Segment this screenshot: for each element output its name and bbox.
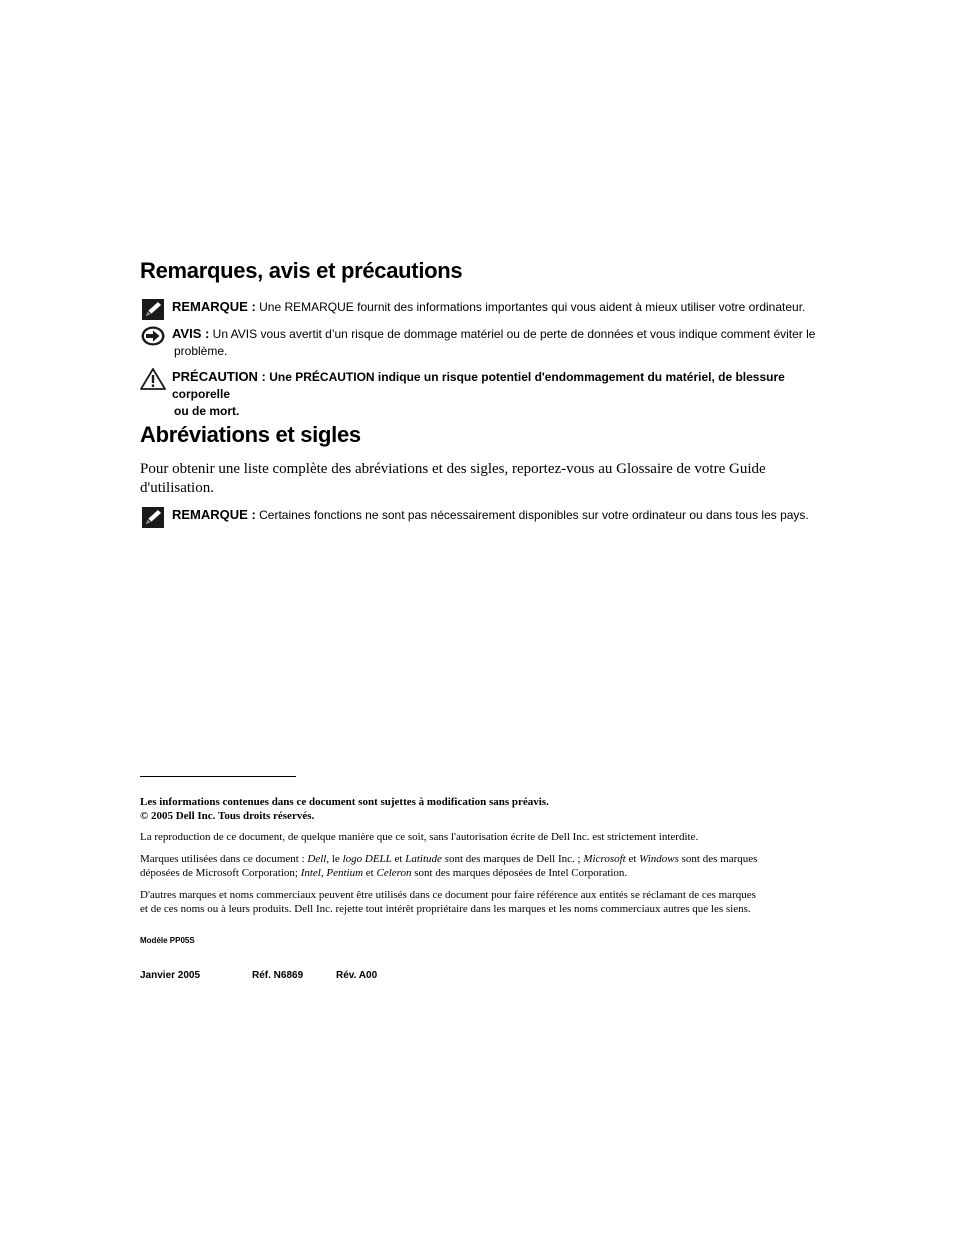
legal-others-line1: D'autres marques et noms commerciaux peuvent être utilisés dans ce document pour faire référence aux entités se réclamant de ces marques [140, 889, 756, 901]
avis-text-line1: Un AVIS vous avertit d’un risque de dommage matériel ou de perte de données et vous indique comment éviter le [212, 327, 816, 341]
avis-label: AVIS : [172, 326, 210, 341]
pencil-note-icon [140, 298, 166, 322]
legal-reproduction: La reproduction de ce document, de quelque manière que ce soit, sans l'autorisation écrite de Dell Inc. est strictement interdite. [140, 831, 699, 843]
tm-dell: Dell [307, 853, 327, 865]
remarque-text: Une REMARQUE fournit des informations importantes qui vous aident à mieux utiliser votre ordinateur. [259, 300, 806, 314]
tm-text: , [320, 867, 327, 879]
remarque-abbrev-text: Certaines fonctions ne sont pas nécessairement disponibles sur votre ordinateur ou dans tous les pays. [259, 508, 809, 522]
tm-windows: Windows [639, 853, 679, 865]
abbrev-heading: Abréviations et sigles [140, 422, 361, 447]
precaution-label: PRÉCAUTION : [172, 369, 266, 384]
remarque-label: REMARQUE : [172, 299, 256, 314]
legal-notice-line1: Les informations contenues dans ce document sont sujettes à modification sans préavis. [140, 796, 549, 808]
precaution-text-line2: ou de mort. [174, 404, 240, 418]
abbrev-paragraph-line1: Pour obtenir une liste complète des abréviations et des sigles, reportez-vous au Glossaire de votre Guide [140, 461, 766, 477]
tm-text: ont des marques de Dell Inc. ; [448, 853, 584, 865]
tm-text: déposées de Microsoft Corporation; [140, 867, 301, 879]
footer-rev: Rév. A00 [336, 970, 378, 981]
tm-text: et [625, 853, 640, 865]
pencil-note-icon [140, 506, 166, 530]
tm-logo: logo DELL [342, 853, 392, 865]
note-precaution [140, 368, 840, 420]
tm-celeron: Celeron [376, 867, 412, 879]
remarque-abbrev-label: REMARQUE : [172, 507, 256, 522]
tm-latitude: Latitude s [405, 853, 449, 865]
tm-microsoft: Microsoft [583, 853, 626, 865]
tm-intel: Intel [300, 867, 321, 879]
note-remarque-abbrev [140, 506, 840, 524]
legal-trademarks [140, 852, 840, 880]
model-number: Modèle PP05S [140, 936, 195, 945]
legal-others-line2: et de ces noms ou à leurs produits. Dell Inc. rejette tout intérêt propriétaire dans les marques et les noms commerciaux autres que les siens. [140, 903, 751, 915]
footer-date: Janvier 2005 [140, 970, 201, 981]
precaution-text-line1: Une PRÉCAUTION indique un risque potentiel d'endommagement du matériel, de blessure corporelle [172, 370, 785, 401]
arrow-notice-icon [140, 325, 166, 349]
footer-ref: Réf. N6869 [252, 970, 304, 981]
notes-heading: Remarques, avis et précautions [140, 258, 463, 283]
tm-text: Marques utilisées dans ce document : [140, 853, 308, 865]
note-remarque [140, 298, 840, 316]
tm-text: et [391, 853, 406, 865]
footnote-divider [140, 776, 296, 777]
avis-text-line2: problème. [174, 344, 228, 358]
tm-pentium: Pentium [326, 867, 364, 879]
tm-text: et [363, 867, 377, 879]
abbrev-paragraph [140, 460, 810, 498]
tm-text: sont des marques déposées de Intel Corporation. [411, 867, 628, 879]
legal-notice-line2: © 2005 Dell Inc. Tous droits réservés. [140, 810, 315, 822]
legal-notice [140, 795, 840, 823]
note-avis [140, 325, 840, 360]
tm-text: sont des marques [678, 853, 758, 865]
abbrev-paragraph-line2: d'utilisation. [140, 480, 214, 496]
tm-text: , le [326, 853, 343, 865]
legal-others [140, 888, 840, 916]
warning-triangle-icon [140, 368, 166, 392]
